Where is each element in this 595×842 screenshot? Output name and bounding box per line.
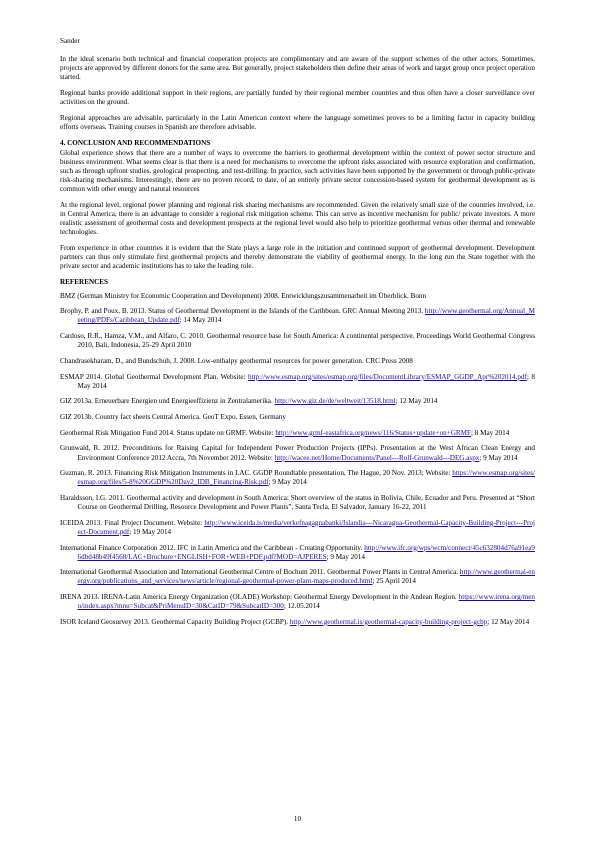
reference-item: [60, 544, 535, 562]
reference-item: [60, 494, 535, 512]
reference-text: International Geothermal Association and International Geothermal Centre of Bochum 2011. Geothermal Power Plants in Central America.: [60, 568, 460, 577]
reference-item: [60, 292, 535, 301]
reference-date: ; 9 May 2014: [479, 453, 518, 462]
reference-date: ; 14 May 2014: [179, 316, 222, 325]
intro-paragraphs: [60, 55, 535, 132]
reference-text: ISOR Iceland Geosurvey 2013. Geothermal Capacity Building Project (GCBP).: [60, 617, 290, 626]
section-heading: 4. CONCLUSION AND RECOMMENDATIONS: [60, 138, 211, 147]
reference-text: IRENA 2013. IRENA-Latin America Energy Organization (OLADE) Workshop: Geothermal Energy Development in the Andean Region.: [60, 593, 459, 602]
reference-item: [60, 444, 535, 462]
reference-item: [60, 332, 535, 350]
reference-link[interactable]: http://www.geothermal-energy.org/publications_and_services/news/article/regional-geothermal-power-plant-maps-produced.html: [77, 568, 535, 586]
reference-text: BMZ (German Ministry for Economic Cooperation and Development) 2008. Entwicklungszusammenarbeit im Überblick. Bonn: [60, 291, 427, 300]
paragraph: Regional approaches are advisable, particularly in the Latin American context where the language sometimes proves to be a limiting factor in capacity building efforts overseas. Training courses in Spanish are therefore advisable.: [60, 113, 535, 131]
reference-link[interactable]: http://www.geothermal.org/Annual_Meeting/PDFs/Caribbean_Update.pdf: [77, 307, 535, 325]
reference-text: Grunwald, R. 2012. Preconditions for Raising Capital for Independent Power Production Projects (IPPs). Presentation at the West African Clean Energy and Environment Conference 2012 Accra, 7th November 2012. Website:: [60, 444, 535, 462]
paragraph: Global experience shows that there are a number of ways to overcome the barriers to geothermal development within the context of power sector structure and business environment. What seems clear is that there is a need for mechanisms to overcome the upfront risks associated with resource exploration and confirmation, such as through upfront studies, geological prospecting, and test-drilling. In practice, such activities have been supported by the government or through public-private risk-sharing mechanisms. Interestingly, there are no proven record, to date, of an entirely private sector concession-based system for geothermal development as is common with other energy and natural resources: [60, 148, 535, 193]
reference-date: ; 9 May 2014: [268, 478, 307, 487]
reference-date: ; 12 May 2014: [487, 617, 530, 626]
paragraph: In the ideal scenario both technical and financial cooperation projects are complimentary and are aware of the support schemes of the other actors. Sometimes, projects are approved by different donors for the same area. But generally, project stakeholders then define their areas of work and target group once project operation started.: [60, 55, 535, 82]
reference-date: ; 8 May 2014: [77, 372, 535, 390]
paragraph: Regional banks provide additional support in their regions, are partially funded by their regional member countries and thus often have a closer surveillance over activities on the ground.: [60, 88, 535, 107]
reference-link[interactable]: https://www.irena.org/menu/index.aspx?mnu=Subcat&PriMenuID=30&CatID=79&SubcatID=300: [77, 593, 535, 611]
reference-text: Haraldsson, I.G. 2011. Geothermal activity and development in South America: Short overview of the status in Bolivia, Chile, Ecuador and Peru. Presented at “Short Course on Geothermal Drilling, Resource Development and Power Plants”, Santa Tecla, El Salvador, January 16-22, 2011: [60, 493, 535, 512]
reference-date: ; 12 May 2014: [395, 397, 438, 406]
reference-link[interactable]: http://www.geothermal.is/geothermal-capacity-building-project-gcbp: [289, 617, 488, 626]
reference-text: International Finance Corporation 2012. IFC in Latin America and the Caribbean - Creating Opportunity.: [60, 543, 365, 552]
reference-link[interactable]: http://www.esmap.org/sites/esmap.org/files/DocumentLibrary/ESMAP_GGDP_Apr%202014.pdf: [248, 372, 527, 381]
reference-date: ; 9 May 2014: [326, 552, 365, 561]
reference-date: ; 12.05.2014: [283, 602, 320, 611]
reference-link[interactable]: http://www.grmf-eastafrica.org/news/116/Status+update+on+GRMF: [275, 428, 471, 437]
reference-item: [60, 568, 535, 586]
reference-text: ESMAP 2014. Global Geothermal Development Plan. Website:: [60, 372, 248, 381]
paragraph: From experience in other countries it is evident that the State plays a large role in the initiation and continued support of geothermal development. Development partners can thus only stimulate first geothermal projects and thereby demonstrate the viability of geothermal energy. In the long run the State together with the private sector and academic institutions has to take the leading role.: [60, 243, 535, 270]
reference-item: [60, 357, 535, 366]
reference-link[interactable]: http://www.iceida.is/media/verkefnagagnabanki/Islandia---Nicaragua-Geothermal-Capacity-Building-Project---Project-Document.pdf: [77, 518, 535, 536]
reference-item: [60, 373, 535, 391]
reference-item: [60, 307, 535, 325]
reference-text: Chandrasekharam, D., and Bundschuh, J. 2008. Low-enthalpy geothermal resources for power generation. CRC Press 2008: [60, 356, 413, 365]
reference-link[interactable]: https://www.esmap.org/sites/esmap.org/files/5-8%20GGDP%20Day2_IDB_Financing-Risk.pdf: [77, 469, 535, 487]
reference-item: [60, 593, 535, 611]
reference-text: Geothermal Risk Mitigation Fund 2014. Status update on GRMF. Website:: [60, 428, 276, 437]
reference-item: [60, 469, 535, 487]
reference-item: [60, 429, 535, 438]
reference-link[interactable]: http://wacee.net/Home/Documents/Panel---Rolf-Grunwald---DEG.aspx: [274, 453, 480, 462]
reference-text: GIZ 2013b. Country fact sheets Central America. GeoT Expo, Essen, Germany: [60, 413, 286, 422]
reference-date: ; 8 May 2014: [470, 428, 510, 437]
reference-date: ; 25 April 2014: [372, 577, 416, 586]
reference-item: [60, 519, 535, 537]
reference-text: Guzman, R. 2013. Financing Risk Mitigation Instruments in LAC. GGDP Roundtable presentation, The Hague, 20 Nov. 2013; Website:: [60, 469, 453, 478]
reference-item: [60, 413, 535, 422]
reference-date: ; 19 May 2014: [129, 527, 172, 536]
reference-link[interactable]: http://www.ifc.org/wps/wcm/connect/45c632804d76a91ea96dbd48b49f4568/LAC+Brochure+ENGLISH+FOR+WEB+PDF.pdf?MOD=AJPERES: [77, 543, 535, 561]
reference-item: [60, 618, 535, 627]
reference-text: Cardoso, R.R., Hamza, V.M., and Alfaro, C. 2010. Geothermal resource base for South America: A continental perspective. Proceedings World Geothermal Congress 2010, Bali, Indonesia, 25-29 April 2010: [60, 332, 535, 350]
document-page: [60, 37, 535, 634]
references-list: [60, 292, 535, 627]
conclusion-paragraphs: [60, 149, 535, 271]
reference-item: [60, 397, 535, 406]
running-header: Sander: [60, 37, 80, 45]
reference-text: Brophy, P. and Poux, B. 2013. Status of Geothermal Development in the Islands of the Caribbean. GRC Annual Meeting 2013.: [60, 307, 425, 316]
reference-text: GIZ 2013a. Erneuerbare Energien und Energieeffizienz in Zentralamerika.: [60, 397, 275, 406]
paragraph: At the regional level, regional power planning and regional risk sharing mechanisms are recommended. Given the relatively small size of the countries involved, i.e. in Central America, there is an advantage to consider a regional risk mitigation scheme. This can serve as incentive mechanism for public/ private investors. A more realistic assessment of geothermal costs and development prospects at the regional level would also help to prioritize geothermal versus other thermal and renewable technologies.: [60, 200, 535, 236]
references-heading: REFERENCES: [60, 277, 109, 286]
page-number: 10: [293, 815, 302, 823]
reference-text: ICEIDA 2013. Final Project Document. Website:: [60, 518, 205, 527]
reference-link[interactable]: http://www.giz.de/de/weltweit/13518.html: [274, 397, 396, 406]
